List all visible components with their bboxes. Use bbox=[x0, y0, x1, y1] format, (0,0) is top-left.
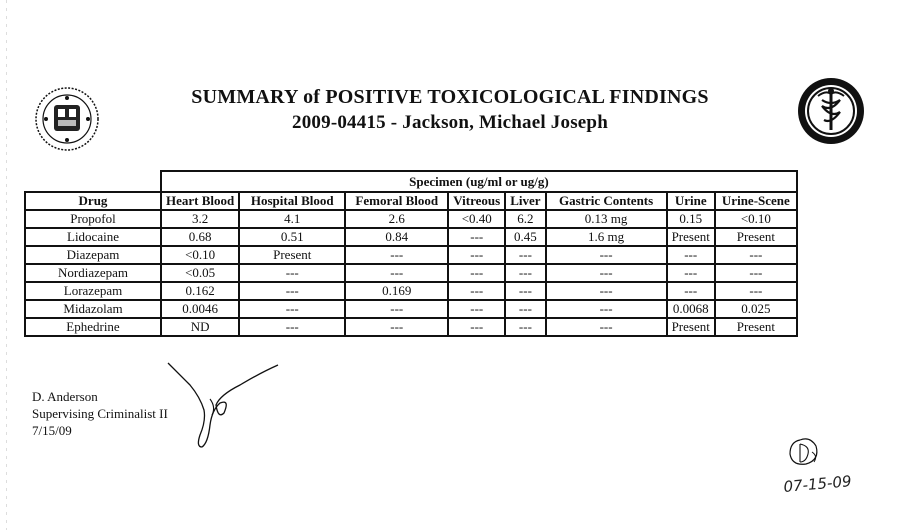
column-header: Urine-Scene bbox=[715, 192, 797, 210]
column-header: Gastric Contents bbox=[546, 192, 667, 210]
value-cell: 0.13 mg bbox=[546, 210, 667, 228]
initials-date-text: 07-15-09 bbox=[782, 472, 853, 496]
value-cell: 0.84 bbox=[345, 228, 448, 246]
column-header: Hospital Blood bbox=[239, 192, 345, 210]
value-cell: --- bbox=[239, 318, 345, 336]
table-row bbox=[25, 228, 797, 246]
value-cell: --- bbox=[546, 246, 667, 264]
value-cell: 2.6 bbox=[345, 210, 448, 228]
value-cell: <0.05 bbox=[161, 264, 239, 282]
value-cell: --- bbox=[448, 282, 505, 300]
signer-name: D. Anderson bbox=[32, 389, 98, 404]
value-cell: 0.0068 bbox=[667, 300, 715, 318]
column-header: Drug bbox=[25, 192, 161, 210]
column-header: Urine bbox=[667, 192, 715, 210]
value-cell: --- bbox=[667, 264, 715, 282]
value-cell: --- bbox=[345, 300, 448, 318]
value-cell: --- bbox=[345, 264, 448, 282]
value-cell: --- bbox=[448, 228, 505, 246]
value-cell: --- bbox=[715, 264, 797, 282]
blank-corner bbox=[25, 171, 161, 192]
value-cell: --- bbox=[505, 264, 545, 282]
value-cell: Present bbox=[715, 228, 797, 246]
value-cell: --- bbox=[448, 264, 505, 282]
drug-name-cell: Ephedrine bbox=[25, 318, 161, 336]
value-cell: <0.10 bbox=[715, 210, 797, 228]
table-row bbox=[25, 210, 797, 228]
value-cell: --- bbox=[546, 318, 667, 336]
signature-date: 7/15/09 bbox=[32, 423, 72, 438]
drug-name-cell: Diazepam bbox=[25, 246, 161, 264]
scan-edge bbox=[6, 0, 7, 530]
value-cell: 0.45 bbox=[505, 228, 545, 246]
drug-name-cell: Nordiazepam bbox=[25, 264, 161, 282]
value-cell: --- bbox=[715, 282, 797, 300]
column-header: Liver bbox=[505, 192, 545, 210]
document-title: SUMMARY of POSITIVE TOXICOLOGICAL FINDINGS bbox=[191, 86, 709, 108]
value-cell: --- bbox=[239, 282, 345, 300]
value-cell: 6.2 bbox=[505, 210, 545, 228]
table-row bbox=[25, 246, 797, 264]
county-seal-icon bbox=[34, 86, 100, 152]
value-cell: 0.0046 bbox=[161, 300, 239, 318]
value-cell: 0.51 bbox=[239, 228, 345, 246]
value-cell: --- bbox=[667, 246, 715, 264]
value-cell: 0.15 bbox=[667, 210, 715, 228]
value-cell: Present bbox=[715, 318, 797, 336]
value-cell: --- bbox=[345, 318, 448, 336]
value-cell: --- bbox=[546, 264, 667, 282]
value-cell: 0.025 bbox=[715, 300, 797, 318]
value-cell: --- bbox=[239, 300, 345, 318]
table-row bbox=[25, 264, 797, 282]
value-cell: Present bbox=[667, 228, 715, 246]
table-row bbox=[25, 282, 797, 300]
toxicology-table bbox=[24, 170, 798, 337]
handwritten-signature bbox=[160, 355, 290, 455]
value-cell: --- bbox=[505, 246, 545, 264]
table-row bbox=[25, 300, 797, 318]
coroner-seal-icon bbox=[796, 76, 866, 146]
value-cell: Present bbox=[667, 318, 715, 336]
value-cell: --- bbox=[667, 282, 715, 300]
column-header-row bbox=[25, 192, 797, 210]
signature-block bbox=[32, 388, 168, 439]
value-cell: --- bbox=[345, 246, 448, 264]
column-header: Femoral Blood bbox=[345, 192, 448, 210]
value-cell: --- bbox=[448, 318, 505, 336]
value-cell: 0.162 bbox=[161, 282, 239, 300]
value-cell: <0.10 bbox=[161, 246, 239, 264]
signer-position: Supervising Criminalist II bbox=[32, 406, 168, 421]
column-header: Vitreous bbox=[448, 192, 505, 210]
value-cell: 3.2 bbox=[161, 210, 239, 228]
value-cell: 0.169 bbox=[345, 282, 448, 300]
column-header: Heart Blood bbox=[161, 192, 239, 210]
value-cell: --- bbox=[546, 300, 667, 318]
value-cell: --- bbox=[448, 300, 505, 318]
value-cell: --- bbox=[239, 264, 345, 282]
value-cell: 1.6 mg bbox=[546, 228, 667, 246]
value-cell: 0.68 bbox=[161, 228, 239, 246]
specimen-header: Specimen (ug/ml or ug/g) bbox=[161, 171, 797, 192]
value-cell: --- bbox=[546, 282, 667, 300]
value-cell: --- bbox=[715, 246, 797, 264]
drug-name-cell: Lidocaine bbox=[25, 228, 161, 246]
table-body bbox=[25, 210, 797, 336]
table-row bbox=[25, 318, 797, 336]
value-cell: --- bbox=[505, 318, 545, 336]
value-cell: --- bbox=[505, 300, 545, 318]
value-cell: <0.40 bbox=[448, 210, 505, 228]
value-cell: --- bbox=[448, 246, 505, 264]
drug-name-cell: Propofol bbox=[25, 210, 161, 228]
handwritten-initials bbox=[776, 432, 876, 502]
drug-name-cell: Midazolam bbox=[25, 300, 161, 318]
value-cell: ND bbox=[161, 318, 239, 336]
document-subtitle: 2009-04415 - Jackson, Michael Joseph bbox=[292, 112, 608, 133]
value-cell: Present bbox=[239, 246, 345, 264]
specimen-header-row bbox=[25, 171, 797, 192]
value-cell: 4.1 bbox=[239, 210, 345, 228]
value-cell: --- bbox=[505, 282, 545, 300]
drug-name-cell: Lorazepam bbox=[25, 282, 161, 300]
